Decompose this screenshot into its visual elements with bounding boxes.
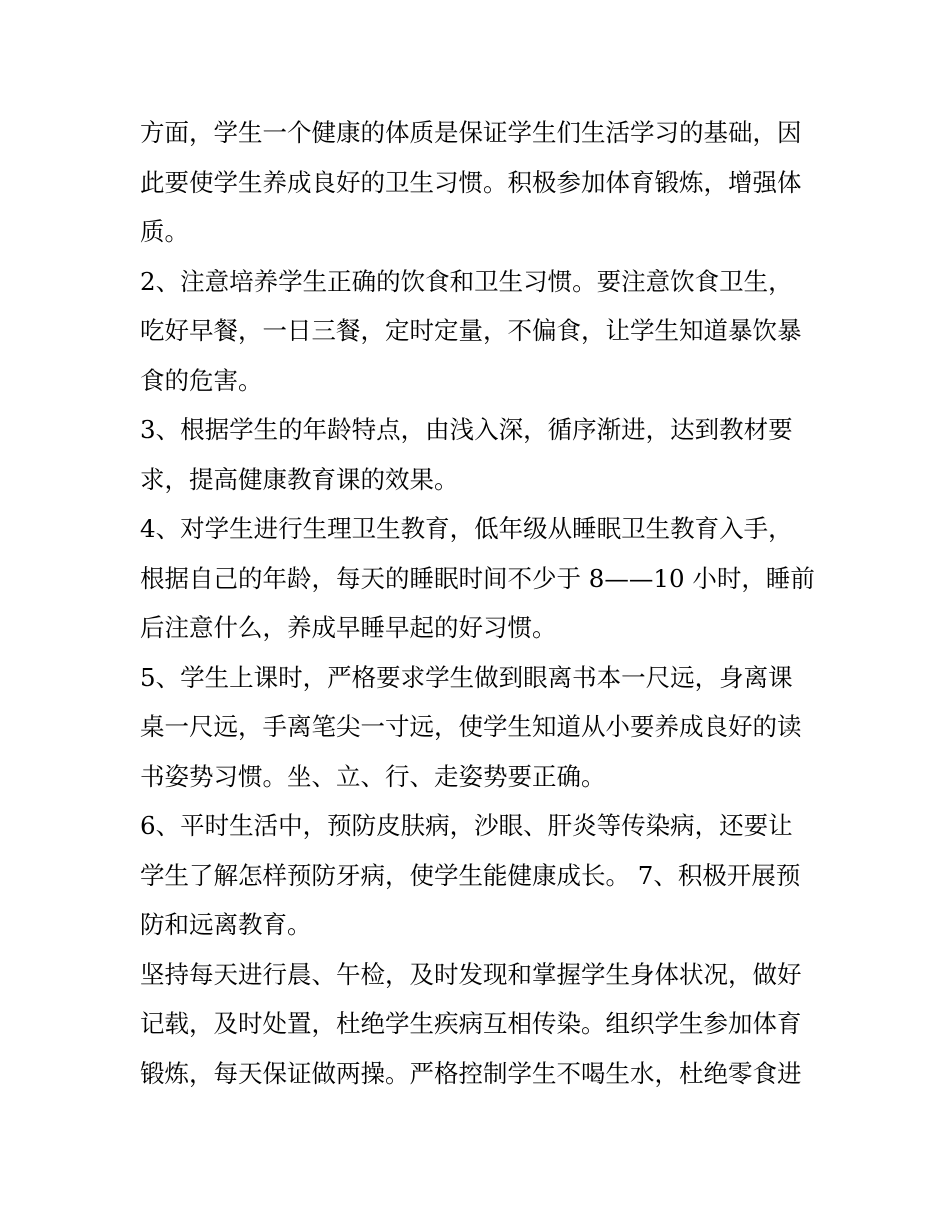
paragraph-item-5-posture <box>140 653 820 802</box>
paragraph-item-3-age <box>140 405 820 504</box>
text-line: 5、学生上课时，严格要求学生做到眼离书本一尺远，身离课 <box>140 662 793 692</box>
text-line: 防和远离教育。 <box>140 910 312 939</box>
paragraph-health-foundation <box>140 108 820 257</box>
text-line: 后注意什么，养成早睡早起的好习惯。 <box>140 613 557 642</box>
text-line: 食的危害。 <box>140 365 263 395</box>
text-line: 质。 <box>140 217 189 246</box>
text-line: 桌一尺远，手离笔尖一寸远，使学生知道从小要养成良好的读 <box>140 712 802 741</box>
text-line: 6、平时生活中，预防皮肤病，沙眼、肝炎等传染病，还要让 <box>140 811 793 840</box>
text-line: 此要使学生养成良好的卫生习惯。积极参加体育锻炼，增强体 <box>140 167 802 197</box>
text-line: 吃好早餐，一日三餐，定时定量，不偏食，让学生知道暴饮暴 <box>140 316 802 345</box>
text-line: 记载，及时处置，杜绝学生疾病互相传染。组织学生参加体育 <box>140 1009 802 1038</box>
text-line: 学生了解怎样预防牙病，使学生能健康成长。 7、积极开展预 <box>140 860 801 890</box>
text-line: 2、注意培养学生正确的饮食和卫生习惯。要注意饮食卫生， <box>140 266 793 296</box>
paragraph-daily-check <box>140 950 820 1099</box>
text-line: 3、根据学生的年龄特点，由浅入深，循序渐进，达到教材要 <box>140 415 793 444</box>
paragraph-item-6-disease <box>140 801 820 950</box>
document-body <box>140 108 820 1098</box>
text-line: 根据自己的年龄，每天的睡眠时间不少于 8——10 小时，睡前 <box>140 563 815 593</box>
paragraph-item-4-sleep <box>140 504 820 653</box>
text-line: 书姿势习惯。坐、立、行、走姿势要正确。 <box>140 761 606 791</box>
text-line: 求，提高健康教育课的效果。 <box>140 464 459 494</box>
text-line: 坚持每天进行晨、午检，及时发现和掌握学生身体状况，做好 <box>140 959 802 989</box>
text-line: 锻炼，每天保证做两操。严格控制学生不喝生水，杜绝零食进 <box>140 1058 802 1088</box>
paragraph-item-2-diet <box>140 257 820 406</box>
text-line: 方面，学生一个健康的体质是保证学生们生活学习的基础，因 <box>140 118 802 147</box>
text-line: 4、对学生进行生理卫生教育，低年级从睡眠卫生教育入手， <box>140 514 793 543</box>
